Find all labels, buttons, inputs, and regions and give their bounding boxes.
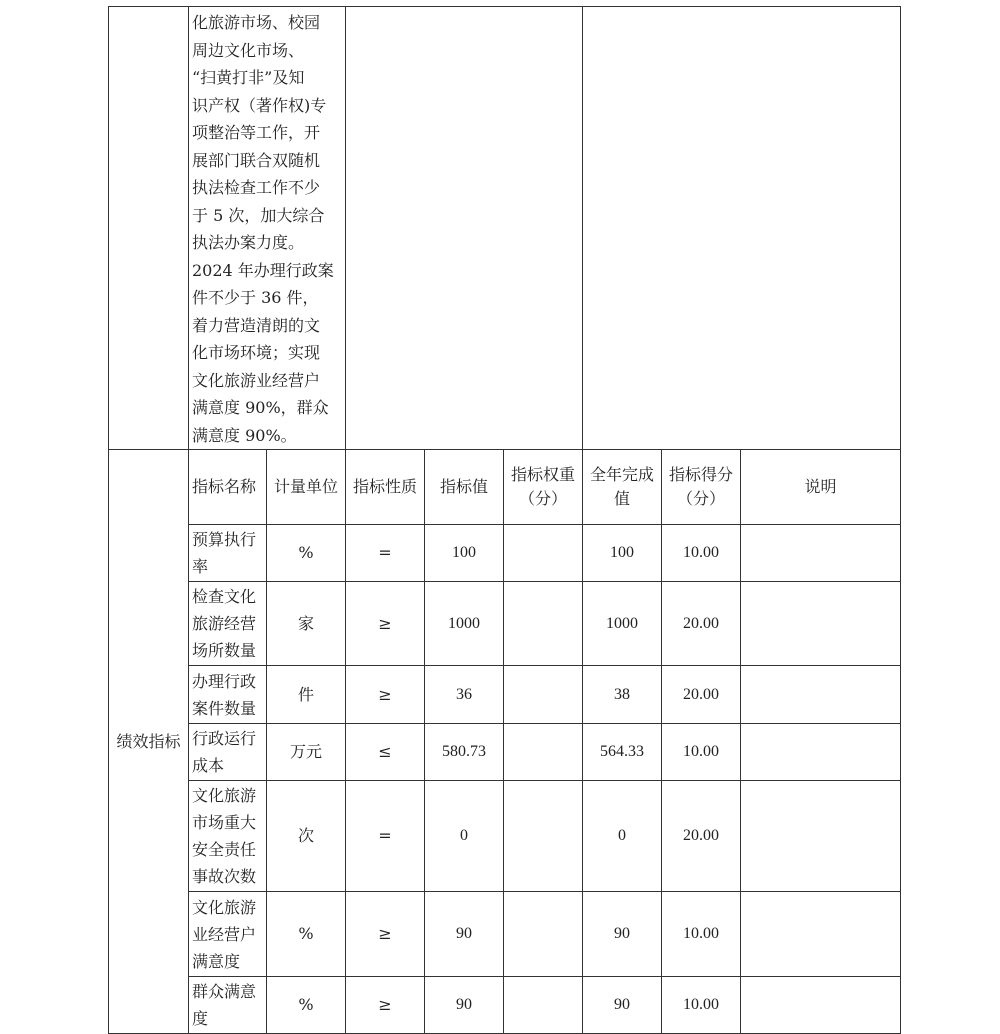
- indicator-name: 检查文化 旅游经营 场所数量: [189, 582, 267, 666]
- table-row: [109, 525, 901, 582]
- indicator-weight: [504, 781, 583, 892]
- indicator-target: 36: [425, 666, 504, 724]
- indicator-actual: 564.33: [583, 724, 662, 781]
- category-label: 绩效指标: [109, 450, 189, 1034]
- indicator-nature: ≤: [346, 724, 425, 781]
- indicator-nature: =: [346, 781, 425, 892]
- indicator-score: 10.00: [662, 525, 741, 582]
- indicator-note: [741, 525, 901, 582]
- indicator-nature: =: [346, 525, 425, 582]
- header-name: 指标名称: [189, 450, 267, 525]
- indicator-name: 办理行政 案件数量: [189, 666, 267, 724]
- table-row: [109, 724, 901, 781]
- indicator-nature: ≥: [346, 892, 425, 977]
- indicator-note: [741, 977, 901, 1034]
- indicator-name: 预算执行 率: [189, 525, 267, 582]
- indicator-score: 20.00: [662, 666, 741, 724]
- indicator-weight: [504, 892, 583, 977]
- indicator-name: 行政运行 成本: [189, 724, 267, 781]
- indicator-score: 20.00: [662, 781, 741, 892]
- indicator-actual: 38: [583, 666, 662, 724]
- indicator-weight: [504, 525, 583, 582]
- indicator-target: 0: [425, 781, 504, 892]
- header-note: 说明: [741, 450, 901, 525]
- indicator-name: 文化旅游 市场重大 安全责任 事故次数: [189, 781, 267, 892]
- indicator-score: 10.00: [662, 977, 741, 1034]
- table-row: [109, 977, 901, 1034]
- header-score: 指标得分 （分）: [662, 450, 741, 525]
- continuation-category-cell: [109, 7, 189, 450]
- continuation-blank-cell-1: [346, 7, 583, 450]
- indicator-weight: [504, 977, 583, 1034]
- indicator-note: [741, 724, 901, 781]
- indicator-target: 1000: [425, 582, 504, 666]
- header-actual: 全年完成 值: [583, 450, 662, 525]
- table-row: [109, 892, 901, 977]
- indicator-note: [741, 666, 901, 724]
- table-row: [109, 666, 901, 724]
- indicator-name: 文化旅游 业经营户 满意度: [189, 892, 267, 977]
- continuation-blank-cell-2: [583, 7, 901, 450]
- indicator-unit: 次: [267, 781, 346, 892]
- indicator-target: 90: [425, 977, 504, 1034]
- indicator-weight: [504, 724, 583, 781]
- indicator-unit: 家: [267, 582, 346, 666]
- indicator-score: 20.00: [662, 582, 741, 666]
- indicator-actual: 90: [583, 892, 662, 977]
- indicator-unit: 件: [267, 666, 346, 724]
- indicator-weight: [504, 582, 583, 666]
- indicator-note: [741, 781, 901, 892]
- indicator-actual: 1000: [583, 582, 662, 666]
- indicator-nature: ≥: [346, 582, 425, 666]
- indicator-unit: %: [267, 525, 346, 582]
- header-weight: 指标权重 （分）: [504, 450, 583, 525]
- indicator-score: 10.00: [662, 724, 741, 781]
- indicator-note: [741, 582, 901, 666]
- indicator-actual: 0: [583, 781, 662, 892]
- indicator-name: 群众满意 度: [189, 977, 267, 1034]
- header-unit: 计量单位: [267, 450, 346, 525]
- continuation-text: 化旅游市场、校园 周边文化市场、 “扫黄打非”及知 识产权（著作权)专 项整治等工作，开 展部门联合双随机 执法检查工作不少 于 5 次，加大综合 执法办案力度。 2024 年办理行政案 件不少于 36 件， 着力营造清朗的文 化市场环境；实现 文化旅游业经营户 满意度 90%，群众 满意度 90%。: [189, 7, 346, 450]
- indicator-nature: ≥: [346, 977, 425, 1034]
- header-target: 指标值: [425, 450, 504, 525]
- indicator-target: 100: [425, 525, 504, 582]
- indicator-actual: 100: [583, 525, 662, 582]
- indicator-score: 10.00: [662, 892, 741, 977]
- header-nature: 指标性质: [346, 450, 425, 525]
- indicator-actual: 90: [583, 977, 662, 1034]
- indicator-target: 580.73: [425, 724, 504, 781]
- table-row: [109, 781, 901, 892]
- indicator-unit: %: [267, 977, 346, 1034]
- header-row: [109, 450, 901, 525]
- indicator-unit: %: [267, 892, 346, 977]
- performance-table: [108, 6, 901, 1034]
- table-row: [109, 582, 901, 666]
- indicator-note: [741, 892, 901, 977]
- indicator-nature: ≥: [346, 666, 425, 724]
- continuation-row: [109, 7, 901, 450]
- indicator-unit: 万元: [267, 724, 346, 781]
- indicator-target: 90: [425, 892, 504, 977]
- indicator-weight: [504, 666, 583, 724]
